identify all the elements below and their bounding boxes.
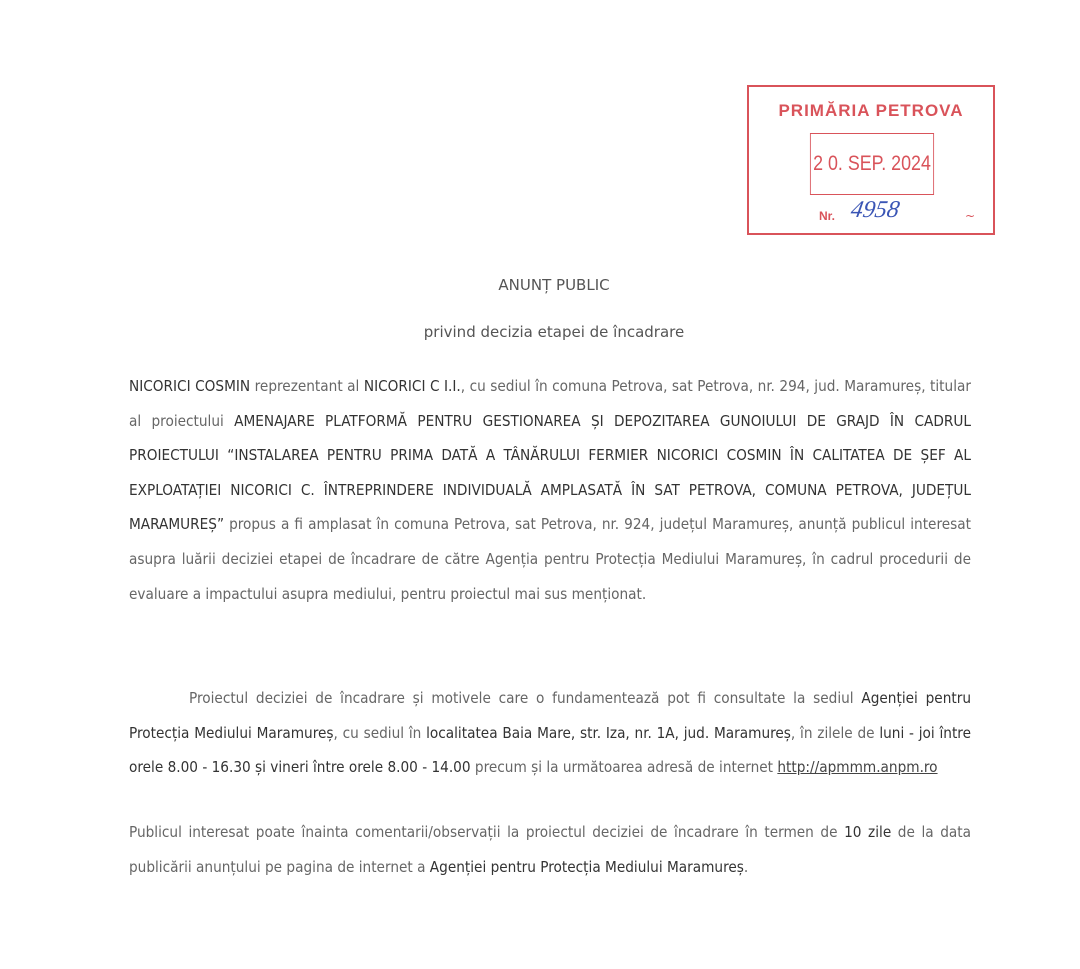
stamp-date-box xyxy=(810,133,934,195)
text: de la data publicării anunțului pe pagina de internet a xyxy=(129,823,971,876)
agency-website-link[interactable]: http://apmmm.anpm.ro xyxy=(777,758,938,777)
registration-stamp xyxy=(747,85,995,235)
paragraph-comments xyxy=(129,815,971,884)
stamp-date: 2 0. SEP. 2024 xyxy=(813,152,931,175)
text: , cu sediul în xyxy=(333,723,427,742)
stamp-nr-label: Nr. xyxy=(819,209,836,223)
office-hours: luni - joi între orele 8.00 - 16.30 și vineri între orele 8.00 - 14.00 xyxy=(129,723,971,777)
agency-name: Agenției pentru Protecția Mediului Maramureș xyxy=(129,689,971,742)
text: precum și la următoarea adresă de internet xyxy=(470,758,778,777)
document-subtitle: privind decizia etapei de încadrare xyxy=(423,323,685,341)
text: , în zilele de xyxy=(790,723,880,742)
text: , cu sediul în comuna Petrova, sat Petrova, nr. 294, jud. Maramureș, titular al proiectului xyxy=(129,377,971,430)
agency-name: Agenției pentru Protecția Mediului Maramureș xyxy=(429,857,744,876)
text: Proiectul deciziei de încadrare și motivele care o fundamentează pot fi consultate la sediul xyxy=(189,689,862,707)
applicant-name: NICORICI COSMIN xyxy=(129,377,251,395)
text: Publicul interesat poate înainta comentarii/observații la proiectul deciziei de încadrare în termen de xyxy=(129,823,845,841)
stamp-institution: PRIMĂRIA PETROVA xyxy=(778,101,964,120)
comment-deadline: 10 zile xyxy=(844,823,892,841)
agency-address: localitatea Baia Mare, str. Iza, nr. 1A, jud. Maramureș xyxy=(426,723,791,742)
stamp-mark: ~ xyxy=(964,209,975,223)
paragraph-consultation xyxy=(129,681,971,785)
company-name: NICORICI C I.I. xyxy=(363,377,461,395)
document-title: ANUNȚ PUBLIC xyxy=(498,276,610,294)
paragraph-intro xyxy=(129,369,971,611)
text: . xyxy=(743,857,749,876)
text: propus a fi amplasat în comuna Petrova, sat Petrova, nr. 924, județul Maramureș, anunță publicul interesat asupra luării deciziei etapei de încadrare de către Agenția pentru Protecția Mediului Maramureș, în cadrul procedurii de evaluare a impactului asupra mediului, pentru proiectul mai sus menționat. xyxy=(129,515,971,603)
text: reprezentant al xyxy=(250,377,364,395)
project-title: AMENAJARE PLATFORMĂ PENTRU GESTIONAREA ȘI DEPOZITAREA GUNOIULUI DE GRAJD ÎN CADRUL PROIECTULUI “INSTALAREA PENTRU PRIMA DATĂ A TÂNĂRULUI FERMIER NICORICI COSMIN ÎN CALITATEA DE ȘEF AL EXPLOATAȚIEI NICORICI C. ÎNTREPRINDERE INDIVIDUALĂ AMPLASATĂ ÎN SAT PETROVA, COMUNA PETROVA, JUDEȚUL MARAMUREȘ” xyxy=(129,411,971,534)
stamp-nr-handwritten: 4958 xyxy=(848,197,902,223)
